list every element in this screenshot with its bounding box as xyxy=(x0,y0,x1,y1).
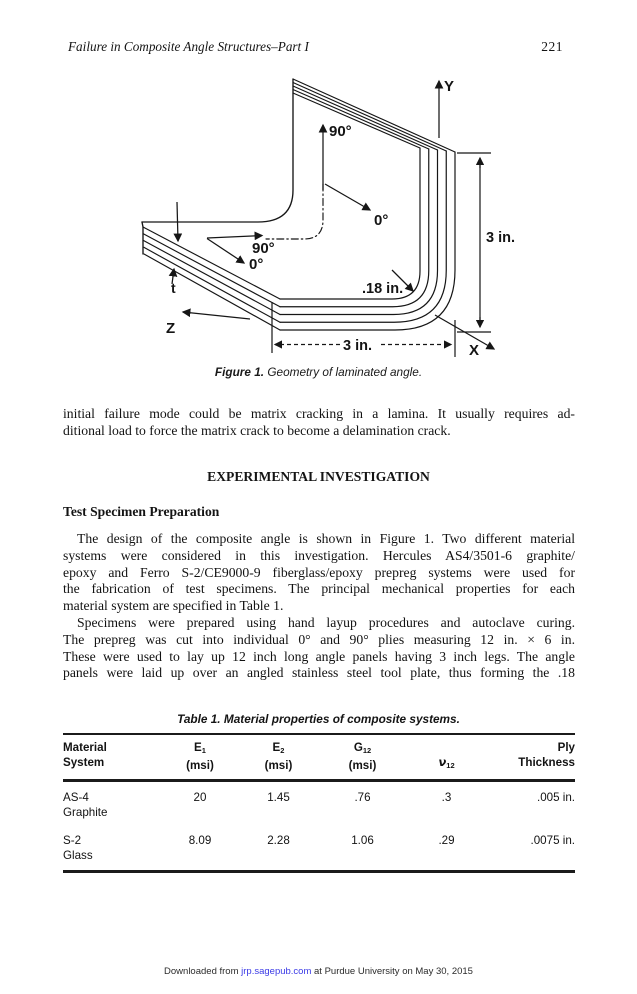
paragraph-3 xyxy=(63,615,575,682)
label-flange-0deg: 0° xyxy=(249,256,264,273)
ply-curve-3 xyxy=(280,150,438,315)
figure-caption-text: Geometry of laminated angle. xyxy=(264,365,423,379)
col-header-e2: $E_2$ (msi) xyxy=(264,741,293,772)
dimension-lines xyxy=(272,153,491,357)
col-header-e1: $E_1$ (msi) xyxy=(186,741,214,772)
text-line: the fabrication of test specimens. The principal mechanical properties for each xyxy=(63,581,575,597)
text-line: Specimens were prepared using hand layup procedures and autoclave curing. xyxy=(77,615,575,630)
text-line: systems were considered in this investigation. Hercules AS4/3501-6 graphite/ xyxy=(63,547,575,563)
text-line: The prepreg was cut into individual 0° and 90° plies measuring 12 in. × 6 in. xyxy=(63,631,575,647)
cell-ply-thickness: .005 in. xyxy=(536,791,575,804)
web-top-plies xyxy=(293,79,455,152)
laminated-angle-outline xyxy=(142,79,455,330)
col-header-nu12: $\nu_{12}$ xyxy=(438,754,455,770)
ply-curve-2 xyxy=(280,149,429,307)
label-thickness: t xyxy=(171,280,176,296)
footer-suffix: at Purdue University on May 30, 2015 xyxy=(311,966,473,977)
flange-90deg-arrow xyxy=(207,236,262,239)
col-header-ply-thickness: Ply Thickness xyxy=(518,741,575,769)
cell-material: AS-4 Graphite xyxy=(63,791,108,819)
table-caption-label: Table 1. xyxy=(177,712,221,726)
paragraph-2 xyxy=(63,531,575,615)
footer-prefix: Downloaded from xyxy=(164,966,242,977)
download-footer xyxy=(0,966,637,977)
cell-e2: 2.28 xyxy=(267,834,290,847)
text-line: ditional load to force the matrix crack to become a delamination crack. xyxy=(63,422,451,438)
label-flange-90deg: 90° xyxy=(252,240,275,257)
label-web-0deg: 0° xyxy=(374,212,389,229)
cell-e2: 1.45 xyxy=(267,791,290,804)
subsection-heading: Test Specimen Preparation xyxy=(63,504,220,519)
z-axis-arrow xyxy=(183,312,250,319)
text-line: These were used to lay up 12 inch long angle panels having 3 inch legs. The angle xyxy=(63,648,575,664)
running-head-title: Failure in Composite Angle Structures–Part I xyxy=(68,39,309,54)
label-leg-width: 3 in. xyxy=(343,338,373,354)
page-number: 221 xyxy=(541,39,563,54)
text-line: epoxy and Ferro S-2/CE9000-9 fiberglass/epoxy prepreg systems were used for xyxy=(63,564,575,580)
web-left-edge xyxy=(142,79,293,222)
figure-label-text xyxy=(166,78,515,359)
cell-e1: 20 xyxy=(193,791,207,804)
label-x-axis: X xyxy=(469,342,480,359)
figure1 xyxy=(100,72,562,378)
cell-nu12: .3 xyxy=(441,791,452,804)
cell-ply-thickness: .0075 in. xyxy=(530,834,575,847)
col-header-g12: $G_{12}$ (msi) xyxy=(348,741,377,772)
paragraph-1 xyxy=(63,406,575,440)
text-line: initial failure mode could be matrix cracking in a lamina. It usually requires ad- xyxy=(63,406,575,421)
section-heading: EXPERIMENTAL INVESTIGATION xyxy=(207,469,430,484)
figure-caption-label: Figure 1. xyxy=(214,365,265,379)
table-header-row xyxy=(63,735,575,782)
sage-journal-link[interactable]: jrp.sagepub.com xyxy=(241,966,312,977)
label-bend-radius: .18 in. xyxy=(362,281,404,297)
text-line: panels were laid up over an angled stainless steel tool plate, thus forming the .18 xyxy=(63,665,575,681)
flange-0deg-arrow xyxy=(207,239,244,264)
table-row-s2 xyxy=(63,825,575,873)
material-properties-table xyxy=(63,733,575,873)
col-header-material: Material System xyxy=(63,741,107,769)
text-line: material system are specified in Table 1. xyxy=(63,598,284,614)
table-caption-text: Material properties of composite systems. xyxy=(220,712,460,726)
cell-e1: 8.09 xyxy=(188,834,212,847)
figure1-diagram xyxy=(100,72,562,378)
cell-material: S-2 Glass xyxy=(63,834,93,862)
cell-g12: 1.06 xyxy=(351,834,374,847)
text-line: The design of the composite angle is shown in Figure 1. Two different material xyxy=(77,531,575,546)
label-web-90deg: 90° xyxy=(329,123,352,140)
label-z-axis: Z xyxy=(166,320,176,337)
table-caption xyxy=(0,712,637,726)
inner-corner-hidden-edge xyxy=(266,184,323,239)
figure-caption xyxy=(0,365,637,379)
web-0deg-arrow xyxy=(325,184,370,210)
label-y-axis: Y xyxy=(444,78,455,95)
cell-nu12: .29 xyxy=(438,834,455,847)
table-row-as4 xyxy=(63,782,575,825)
cell-g12: .76 xyxy=(354,791,371,804)
label-leg-height: 3 in. xyxy=(486,230,516,246)
thickness-down-arrow xyxy=(177,202,178,241)
running-head xyxy=(68,39,563,55)
